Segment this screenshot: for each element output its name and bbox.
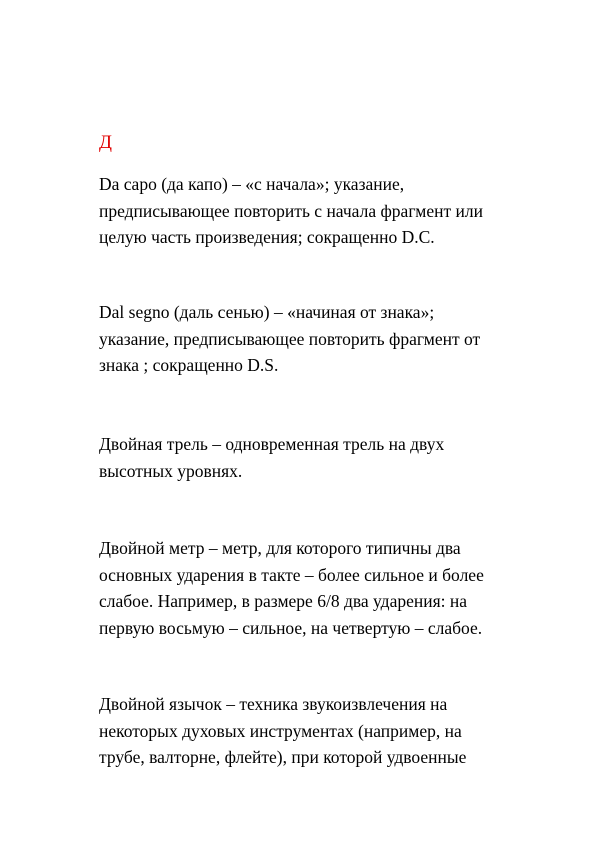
- glossary-entry-dal-segno: [99, 299, 549, 379]
- entry-text-line: некоторых духовых инструментах (например, на: [99, 720, 462, 741]
- entry-text-line: целую часть произведения; сокращенно D.C.: [99, 227, 435, 247]
- entry-text-line: Двойной язычок – техника звукоизвлечения на: [99, 694, 448, 714]
- glossary-entry-double-meter: [99, 535, 549, 641]
- glossary-entry-double-tonguing: [99, 691, 549, 771]
- entry-text-line: Dal segno (даль сенью) – «начиная от знака»;: [99, 302, 435, 322]
- entry-text-line: предписывающее повторить с начала фрагмент или: [99, 200, 483, 221]
- glossary-entry-da-capo: [99, 171, 549, 251]
- entry-text-line: первую восьмую – сильное, на четвертую – слабое.: [99, 617, 483, 638]
- entry-text-line: трубе, валторне, флейте), при которой удвоенные: [99, 747, 467, 767]
- glossary-entry-double-trill: [99, 431, 549, 484]
- entry-text-line: знака ; сокращенно D.S.: [99, 355, 279, 375]
- entry-text-line: Двойной метр – метр, для которого типичны два: [99, 538, 461, 558]
- entry-text-line: указание, предписывающее повторить фрагмент от: [99, 328, 481, 349]
- entry-text-line: Двойная трель – одновременная трель на двух: [99, 434, 445, 454]
- section-letter: Д: [99, 132, 112, 153]
- entry-text-line: высотных уровнях.: [99, 460, 243, 481]
- entry-text-line: основных ударения в такте – более сильное и более: [99, 564, 484, 585]
- entry-text-line: Da capo (да капо) – «с начала»; указание,: [99, 174, 405, 194]
- entry-text-line: слабое. Например, в размере 6/8 два ударения: на: [99, 591, 468, 611]
